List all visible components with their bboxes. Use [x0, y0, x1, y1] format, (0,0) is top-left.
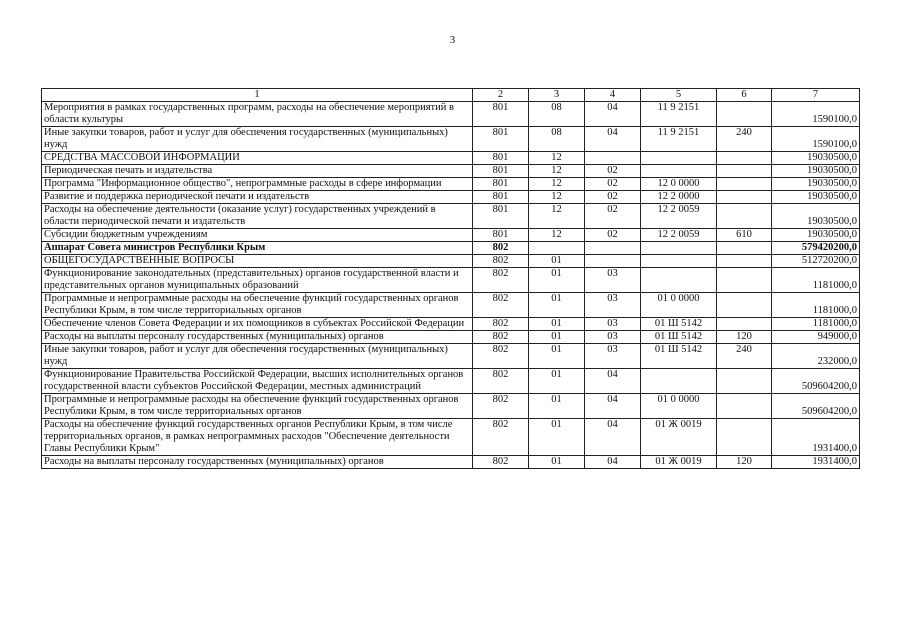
table-row [42, 127, 860, 152]
header-cell: 1 [42, 89, 473, 102]
table-row [42, 293, 860, 318]
row-ministry-code: 802 [473, 369, 529, 394]
row-section-code: 12 [529, 229, 585, 242]
header-cell: 4 [585, 89, 641, 102]
row-subsection-code: 03 [585, 293, 641, 318]
row-subsection-code: 04 [585, 456, 641, 469]
row-amount: 509604200,0 [772, 394, 860, 419]
row-target-article [641, 242, 717, 255]
row-amount: 949000,0 [772, 331, 860, 344]
row-target-article: 01 0 0000 [641, 394, 717, 419]
row-amount: 1931400,0 [772, 419, 860, 456]
row-expense-type [717, 394, 772, 419]
row-expense-type [717, 255, 772, 268]
table-row [42, 456, 860, 469]
row-subsection-code: 04 [585, 419, 641, 456]
page-number: 3 [449, 34, 456, 46]
row-expense-type: 610 [717, 229, 772, 242]
table-row [42, 344, 860, 369]
row-expense-type [717, 419, 772, 456]
row-section-code: 12 [529, 191, 585, 204]
row-subsection-code: 02 [585, 178, 641, 191]
row-ministry-code: 801 [473, 127, 529, 152]
row-section-code [529, 242, 585, 255]
row-target-article: 01 Ш 5142 [641, 344, 717, 369]
row-target-article: 12 2 0059 [641, 229, 717, 242]
row-expense-type [717, 318, 772, 331]
row-amount: 19030500,0 [772, 191, 860, 204]
header-cell: 3 [529, 89, 585, 102]
table-row [42, 102, 860, 127]
row-expense-type [717, 293, 772, 318]
row-expense-type [717, 204, 772, 229]
row-name-cell: Расходы на выплаты персоналу государственных (муниципальных) органов [42, 331, 473, 344]
row-ministry-code: 802 [473, 344, 529, 369]
row-ministry-code: 801 [473, 204, 529, 229]
row-subsection-code: 03 [585, 344, 641, 369]
header-cell: 2 [473, 89, 529, 102]
row-ministry-code: 802 [473, 394, 529, 419]
header-cell: 7 [772, 89, 860, 102]
row-target-article [641, 268, 717, 293]
row-amount: 579420200,0 [772, 242, 860, 255]
table-row [42, 268, 860, 293]
table-row [42, 394, 860, 419]
row-expense-type: 240 [717, 344, 772, 369]
row-target-article: 01 Ж 0019 [641, 419, 717, 456]
row-target-article [641, 165, 717, 178]
row-amount: 1590100,0 [772, 102, 860, 127]
row-target-article [641, 255, 717, 268]
row-name-cell: Аппарат Совета министров Республики Крым [42, 242, 473, 255]
budget-table [41, 88, 860, 469]
row-target-article: 01 Ш 5142 [641, 318, 717, 331]
row-section-code: 12 [529, 178, 585, 191]
row-amount: 1181000,0 [772, 318, 860, 331]
row-name-cell: Периодическая печать и издательства [42, 165, 473, 178]
row-expense-type: 120 [717, 456, 772, 469]
row-name-cell: Иные закупки товаров, работ и услуг для обеспечения государственных (муниципальных) нужд [42, 127, 473, 152]
row-expense-type: 120 [717, 331, 772, 344]
row-name-cell: Расходы на выплаты персоналу государственных (муниципальных) органов [42, 456, 473, 469]
row-subsection-code: 03 [585, 318, 641, 331]
row-subsection-code: 04 [585, 102, 641, 127]
row-subsection-code: 02 [585, 204, 641, 229]
row-amount: 1590100,0 [772, 127, 860, 152]
row-target-article: 01 Ж 0019 [641, 456, 717, 469]
row-subsection-code: 03 [585, 268, 641, 293]
row-section-code: 01 [529, 419, 585, 456]
row-ministry-code: 801 [473, 102, 529, 127]
row-name-cell: Программные и непрограммные расходы на обеспечение функций государственных органов Республики Крым, в том числе территориальных органов [42, 293, 473, 318]
row-ministry-code: 802 [473, 242, 529, 255]
row-amount: 19030500,0 [772, 152, 860, 165]
row-ministry-code: 802 [473, 268, 529, 293]
row-expense-type [717, 178, 772, 191]
row-subsection-code: 02 [585, 229, 641, 242]
row-section-code: 01 [529, 255, 585, 268]
table-row [42, 204, 860, 229]
row-expense-type [717, 369, 772, 394]
header-cell: 5 [641, 89, 717, 102]
row-section-code: 12 [529, 152, 585, 165]
row-section-code: 01 [529, 369, 585, 394]
row-ministry-code: 801 [473, 165, 529, 178]
table-row [42, 229, 860, 242]
row-amount: 19030500,0 [772, 178, 860, 191]
row-name-cell: Расходы на обеспечение функций государственных органов Республики Крым, в том числе территориальных органов, в рамках непрограммных расходов "Обеспечение деятельности Главы Республики Крым" [42, 419, 473, 456]
row-ministry-code: 802 [473, 255, 529, 268]
row-name-cell: Программные и непрограммные расходы на обеспечение функций государственных органов Республики Крым, в том числе территориальных органов [42, 394, 473, 419]
row-subsection-code: 04 [585, 369, 641, 394]
row-target-article [641, 369, 717, 394]
row-name-cell: Иные закупки товаров, работ и услуг для обеспечения государственных (муниципальных) нужд [42, 344, 473, 369]
row-name-cell: Программа "Информационное общество", непрограммные расходы в сфере информации [42, 178, 473, 191]
row-ministry-code: 801 [473, 191, 529, 204]
row-name-cell: Функционирование Правительства Российской Федерации, высших исполнительных органов государственной власти субъектов Российской Федерации, местных администраций [42, 369, 473, 394]
row-name-cell: Расходы на обеспечение деятельности (оказание услуг) государственных учреждений в области периодической печати и издательств [42, 204, 473, 229]
row-target-article [641, 152, 717, 165]
table-row [42, 419, 860, 456]
header-cell: 6 [717, 89, 772, 102]
row-expense-type [717, 152, 772, 165]
row-subsection-code: 04 [585, 127, 641, 152]
row-section-code: 01 [529, 394, 585, 419]
row-expense-type [717, 268, 772, 293]
table-row [42, 165, 860, 178]
row-amount: 232000,0 [772, 344, 860, 369]
row-amount: 19030500,0 [772, 229, 860, 242]
table-row [42, 242, 860, 255]
row-ministry-code: 801 [473, 178, 529, 191]
row-name-cell: ОБЩЕГОСУДАРСТВЕННЫЕ ВОПРОСЫ [42, 255, 473, 268]
row-amount: 19030500,0 [772, 204, 860, 229]
row-section-code: 01 [529, 456, 585, 469]
row-ministry-code: 801 [473, 229, 529, 242]
row-target-article: 12 2 0059 [641, 204, 717, 229]
row-section-code: 12 [529, 204, 585, 229]
row-expense-type [717, 191, 772, 204]
row-section-code: 01 [529, 318, 585, 331]
table-row [42, 318, 860, 331]
row-expense-type: 240 [717, 127, 772, 152]
table-header-row [42, 89, 860, 102]
row-name-cell: Обеспечение членов Совета Федерации и их помощников в субъектах Российской Федерации [42, 318, 473, 331]
row-section-code: 01 [529, 344, 585, 369]
row-section-code: 01 [529, 293, 585, 318]
row-name-cell: Мероприятия в рамках государственных программ, расходы на обеспечение мероприятий в области культуры [42, 102, 473, 127]
row-ministry-code: 802 [473, 456, 529, 469]
row-name-cell: Функционирование законодательных (представительных) органов государственной власти и представительных органов муниципальных образований [42, 268, 473, 293]
row-ministry-code: 802 [473, 318, 529, 331]
row-target-article: 01 Ш 5142 [641, 331, 717, 344]
row-name-cell: Развитие и поддержка периодической печати и издательств [42, 191, 473, 204]
row-amount: 1181000,0 [772, 268, 860, 293]
row-subsection-code: 02 [585, 191, 641, 204]
table-row [42, 331, 860, 344]
row-amount: 1931400,0 [772, 456, 860, 469]
row-ministry-code: 801 [473, 152, 529, 165]
table-row [42, 255, 860, 268]
row-section-code: 01 [529, 331, 585, 344]
row-amount: 1181000,0 [772, 293, 860, 318]
row-amount: 512720200,0 [772, 255, 860, 268]
row-subsection-code [585, 152, 641, 165]
row-subsection-code: 02 [585, 165, 641, 178]
row-target-article: 12 2 0000 [641, 191, 717, 204]
row-ministry-code: 802 [473, 331, 529, 344]
table-row [42, 191, 860, 204]
row-section-code: 01 [529, 268, 585, 293]
row-subsection-code [585, 242, 641, 255]
row-ministry-code: 802 [473, 419, 529, 456]
row-subsection-code: 04 [585, 394, 641, 419]
row-target-article: 12 0 0000 [641, 178, 717, 191]
row-subsection-code: 03 [585, 331, 641, 344]
row-subsection-code [585, 255, 641, 268]
row-expense-type [717, 242, 772, 255]
row-name-cell: СРЕДСТВА МАССОВОЙ ИНФОРМАЦИИ [42, 152, 473, 165]
row-target-article: 01 0 0000 [641, 293, 717, 318]
table-row [42, 178, 860, 191]
row-target-article: 11 9 2151 [641, 127, 717, 152]
row-section-code: 08 [529, 127, 585, 152]
table-row [42, 369, 860, 394]
row-amount: 509604200,0 [772, 369, 860, 394]
row-name-cell: Субсидии бюджетным учреждениям [42, 229, 473, 242]
row-ministry-code: 802 [473, 293, 529, 318]
table-row [42, 152, 860, 165]
row-amount: 19030500,0 [772, 165, 860, 178]
row-section-code: 12 [529, 165, 585, 178]
row-target-article: 11 9 2151 [641, 102, 717, 127]
row-expense-type [717, 165, 772, 178]
row-expense-type [717, 102, 772, 127]
row-section-code: 08 [529, 102, 585, 127]
